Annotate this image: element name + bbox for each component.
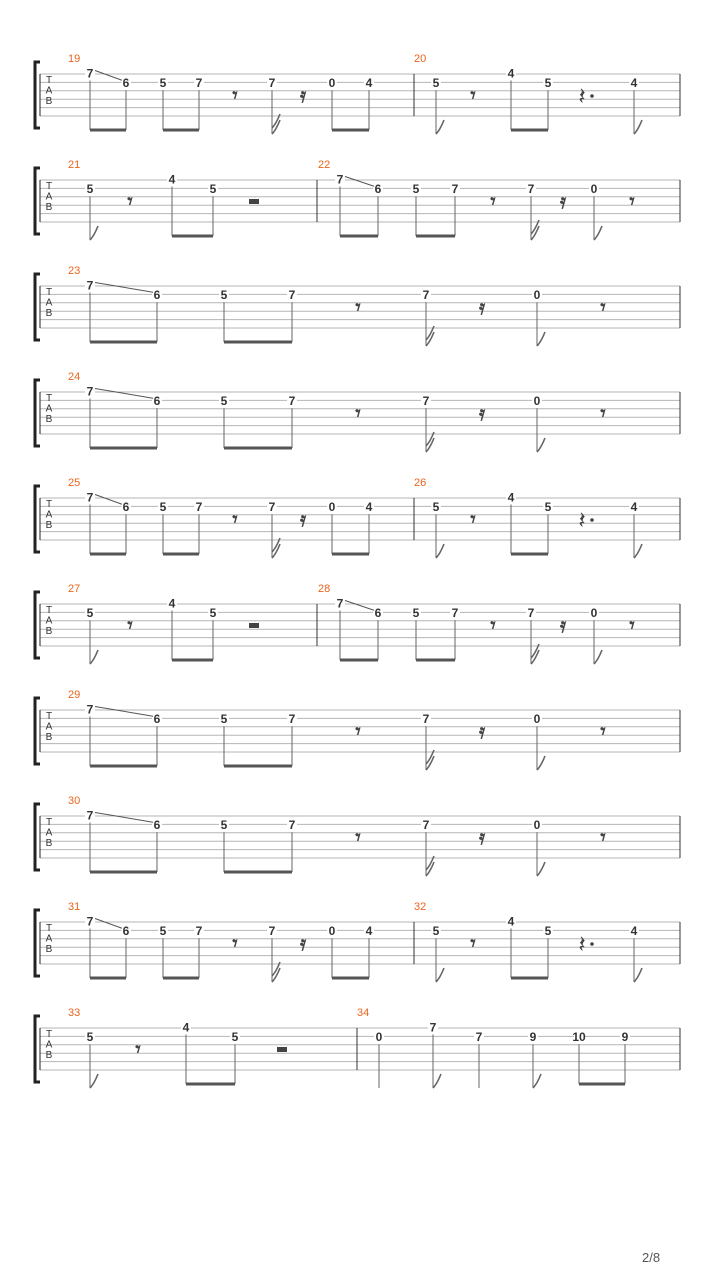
- fret-number: 7: [336, 596, 344, 611]
- measure-number: 26: [414, 477, 427, 489]
- note-flag: [433, 1074, 441, 1088]
- tab-clef-letter: B: [45, 202, 53, 213]
- fret-number: 5: [86, 182, 94, 197]
- fret-number: 9: [621, 1030, 629, 1045]
- eighth-rest: 𝄾: [470, 931, 476, 955]
- slide-line: [95, 495, 122, 505]
- eighth-rest: 𝄾: [355, 401, 361, 425]
- slide-line: [95, 919, 122, 929]
- sixteenth-rest: 𝄿: [559, 189, 567, 213]
- fret-number: 7: [86, 66, 94, 81]
- staff-system: [35, 795, 680, 876]
- system-bracket: [35, 1016, 40, 1082]
- tab-clef-letter: A: [45, 933, 53, 945]
- fret-number: 5: [432, 924, 440, 939]
- tab-clef-letter: B: [45, 626, 53, 637]
- tab-clef-letter: T: [45, 605, 53, 616]
- fret-number: 0: [328, 76, 336, 91]
- measure-number: 21: [68, 159, 81, 171]
- eighth-rest: 𝄾: [355, 719, 361, 743]
- sixteenth-rest: 𝄿: [559, 613, 567, 637]
- fret-number: 0: [533, 818, 541, 833]
- tab-clef-letter: T: [45, 75, 53, 86]
- tab-clef-letter: B: [45, 414, 53, 425]
- fret-number: 7: [288, 394, 296, 409]
- fret-number: 7: [86, 490, 94, 505]
- page-number: 2/8: [642, 1250, 661, 1265]
- slide-line: [95, 389, 153, 399]
- fret-number: 5: [220, 394, 228, 409]
- measure-number: 22: [318, 159, 331, 171]
- tab-clef-letter: A: [45, 1039, 53, 1051]
- fret-number: 7: [422, 818, 430, 833]
- staff-system: [35, 477, 680, 558]
- fret-number: 5: [86, 1030, 94, 1045]
- system-bracket: [35, 168, 40, 234]
- fret-number: 5: [159, 924, 167, 939]
- eighth-rest: 𝄾: [135, 1037, 141, 1061]
- tab-clef-letter: A: [45, 615, 53, 627]
- measure-number: 34: [357, 1007, 370, 1019]
- note-flag: [90, 650, 98, 664]
- fret-number: 5: [412, 606, 420, 621]
- note-flag: [90, 1074, 98, 1088]
- tab-clef-letter: T: [45, 287, 53, 298]
- staff-system: [35, 1007, 680, 1088]
- fret-number: 4: [630, 924, 638, 939]
- fret-number: 7: [475, 1030, 483, 1045]
- half-rest: [249, 199, 259, 204]
- slide-line: [95, 283, 153, 293]
- note-flag: [537, 756, 545, 770]
- eighth-rest: 𝄾: [232, 83, 238, 107]
- eighth-rest: 𝄾: [232, 931, 238, 955]
- tab-clef-letter: A: [45, 85, 53, 97]
- fret-number: 5: [432, 76, 440, 91]
- staff-system: [35, 583, 680, 664]
- fret-number: 10: [572, 1030, 586, 1045]
- fret-number: 6: [153, 818, 161, 833]
- tab-clef-letter: T: [45, 181, 53, 192]
- half-rest: [277, 1047, 287, 1052]
- dotted-quarter-rest: 𝄽: [578, 506, 586, 534]
- fret-number: 5: [209, 606, 217, 621]
- tab-clef-letter: A: [45, 827, 53, 839]
- note-flag: [537, 332, 545, 346]
- measure-number: 25: [68, 477, 81, 489]
- fret-number: 9: [529, 1030, 537, 1045]
- slide-line: [345, 601, 374, 611]
- measure-number: 24: [68, 371, 81, 383]
- fret-number: 5: [544, 76, 552, 91]
- fret-number: 7: [527, 606, 535, 621]
- sixteenth-rest: 𝄿: [299, 507, 307, 531]
- fret-number: 4: [630, 500, 638, 515]
- note-flag: [634, 968, 642, 982]
- staff-system: [35, 159, 680, 240]
- fret-number: 5: [159, 500, 167, 515]
- note-flag: [436, 120, 444, 134]
- tab-clef-letter: B: [45, 96, 53, 107]
- fret-number: 6: [153, 394, 161, 409]
- measure-number: 31: [68, 901, 81, 913]
- system-bracket: [35, 380, 40, 446]
- fret-number: 7: [422, 712, 430, 727]
- staff-system: [35, 53, 680, 134]
- fret-number: 4: [365, 924, 373, 939]
- note-flag: [634, 120, 642, 134]
- note-flag: [537, 862, 545, 876]
- fret-number: 4: [630, 76, 638, 91]
- fret-number: 5: [159, 76, 167, 91]
- eighth-rest: 𝄾: [355, 295, 361, 319]
- tab-clef-letter: A: [45, 509, 53, 521]
- note-flag: [594, 650, 602, 664]
- fret-number: 7: [195, 924, 203, 939]
- fret-number: 7: [451, 182, 459, 197]
- fret-number: 4: [507, 66, 515, 81]
- slide-line: [95, 71, 122, 81]
- tab-clef-letter: B: [45, 838, 53, 849]
- fret-number: 7: [336, 172, 344, 187]
- fret-number: 0: [533, 712, 541, 727]
- fret-number: 7: [86, 808, 94, 823]
- eighth-rest: 𝄾: [470, 507, 476, 531]
- measure-number: 19: [68, 53, 81, 65]
- fret-number: 4: [168, 172, 176, 187]
- fret-number: 6: [374, 606, 382, 621]
- tab-clef-letter: A: [45, 297, 53, 309]
- rest-dot: [590, 518, 594, 522]
- tab-clef-letter: B: [45, 520, 53, 531]
- fret-number: 7: [268, 500, 276, 515]
- sixteenth-rest: 𝄿: [478, 295, 486, 319]
- tab-clef-letter: T: [45, 817, 53, 828]
- fret-number: 5: [412, 182, 420, 197]
- tab-clef-letter: T: [45, 1029, 53, 1040]
- slide-line: [345, 177, 374, 187]
- fret-number: 7: [268, 76, 276, 91]
- tab-clef-letter: T: [45, 499, 53, 510]
- eighth-rest: 𝄾: [600, 295, 606, 319]
- fret-number: 7: [422, 394, 430, 409]
- measure-number: 29: [68, 689, 81, 701]
- measure-number: 27: [68, 583, 81, 595]
- fret-number: 5: [86, 606, 94, 621]
- eighth-rest: 𝄾: [232, 507, 238, 531]
- fret-number: 6: [153, 288, 161, 303]
- fret-number: 5: [220, 818, 228, 833]
- fret-number: 7: [288, 712, 296, 727]
- eighth-rest: 𝄾: [629, 189, 635, 213]
- fret-number: 7: [288, 818, 296, 833]
- fret-number: 7: [527, 182, 535, 197]
- fret-number: 7: [429, 1020, 437, 1035]
- eighth-rest: 𝄾: [600, 401, 606, 425]
- measure-number: 28: [318, 583, 331, 595]
- fret-number: 0: [328, 500, 336, 515]
- fret-number: 7: [195, 76, 203, 91]
- staff-system: [35, 689, 680, 770]
- fret-number: 0: [533, 288, 541, 303]
- eighth-rest: 𝄾: [127, 613, 133, 637]
- note-flag: [90, 226, 98, 240]
- fret-number: 5: [220, 712, 228, 727]
- tab-clef-letter: B: [45, 308, 53, 319]
- eighth-rest: 𝄾: [470, 83, 476, 107]
- fret-number: 4: [182, 1020, 190, 1035]
- fret-number: 7: [86, 278, 94, 293]
- tab-clef-letter: A: [45, 721, 53, 733]
- sixteenth-rest: 𝄿: [478, 825, 486, 849]
- note-flag: [436, 968, 444, 982]
- tab-clef-letter: T: [45, 711, 53, 722]
- fret-number: 6: [122, 76, 130, 91]
- fret-number: 0: [590, 606, 598, 621]
- fret-number: 4: [168, 596, 176, 611]
- fret-number: 4: [365, 500, 373, 515]
- staff-system: [35, 265, 680, 346]
- fret-number: 7: [86, 702, 94, 717]
- slide-line: [95, 813, 153, 823]
- system-bracket: [35, 698, 40, 764]
- slide-line: [95, 707, 153, 717]
- fret-number: 4: [507, 914, 515, 929]
- half-rest: [249, 623, 259, 628]
- tab-clef-letter: A: [45, 191, 53, 203]
- note-flag: [436, 544, 444, 558]
- system-bracket: [35, 592, 40, 658]
- fret-number: 6: [153, 712, 161, 727]
- fret-number: 7: [288, 288, 296, 303]
- fret-number: 6: [122, 924, 130, 939]
- eighth-rest: 𝄾: [490, 613, 496, 637]
- system-bracket: [35, 274, 40, 340]
- fret-number: 0: [328, 924, 336, 939]
- staff-system: [35, 371, 680, 452]
- staff-system: [35, 901, 680, 982]
- system-bracket: [35, 804, 40, 870]
- tab-clef-letter: B: [45, 944, 53, 955]
- dotted-quarter-rest: 𝄽: [578, 930, 586, 958]
- sixteenth-rest: 𝄿: [299, 931, 307, 955]
- fret-number: 0: [533, 394, 541, 409]
- eighth-rest: 𝄾: [127, 189, 133, 213]
- fret-number: 7: [86, 384, 94, 399]
- system-bracket: [35, 910, 40, 976]
- eighth-rest: 𝄾: [629, 613, 635, 637]
- sixteenth-rest: 𝄿: [478, 401, 486, 425]
- tab-clef-letter: T: [45, 923, 53, 934]
- rest-dot: [590, 94, 594, 98]
- note-flag: [594, 226, 602, 240]
- fret-number: 5: [544, 924, 552, 939]
- note-flag: [537, 438, 545, 452]
- sixteenth-rest: 𝄿: [478, 719, 486, 743]
- tab-clef-letter: B: [45, 732, 53, 743]
- fret-number: 7: [422, 288, 430, 303]
- note-flag: [634, 544, 642, 558]
- fret-number: 6: [122, 500, 130, 515]
- fret-number: 5: [231, 1030, 239, 1045]
- measure-number: 33: [68, 1007, 81, 1019]
- measure-number: 32: [414, 901, 427, 913]
- fret-number: 5: [432, 500, 440, 515]
- eighth-rest: 𝄾: [600, 825, 606, 849]
- system-bracket: [35, 486, 40, 552]
- tab-clef-letter: B: [45, 1050, 53, 1061]
- fret-number: 5: [220, 288, 228, 303]
- tab-clef-letter: T: [45, 393, 53, 404]
- fret-number: 5: [209, 182, 217, 197]
- fret-number: 7: [268, 924, 276, 939]
- fret-number: 5: [544, 500, 552, 515]
- note-flag: [533, 1074, 541, 1088]
- dotted-quarter-rest: 𝄽: [578, 82, 586, 110]
- fret-number: 7: [86, 914, 94, 929]
- fret-number: 7: [195, 500, 203, 515]
- eighth-rest: 𝄾: [355, 825, 361, 849]
- fret-number: 4: [507, 490, 515, 505]
- measure-number: 23: [68, 265, 81, 277]
- fret-number: 7: [451, 606, 459, 621]
- rest-dot: [590, 942, 594, 946]
- fret-number: 6: [374, 182, 382, 197]
- measure-number: 30: [68, 795, 81, 807]
- fret-number: 0: [590, 182, 598, 197]
- fret-number: 4: [365, 76, 373, 91]
- eighth-rest: 𝄾: [490, 189, 496, 213]
- sixteenth-rest: 𝄿: [299, 83, 307, 107]
- tab-clef-letter: A: [45, 403, 53, 415]
- fret-number: 0: [375, 1030, 383, 1045]
- measure-number: 20: [414, 53, 427, 65]
- eighth-rest: 𝄾: [600, 719, 606, 743]
- system-bracket: [35, 62, 40, 128]
